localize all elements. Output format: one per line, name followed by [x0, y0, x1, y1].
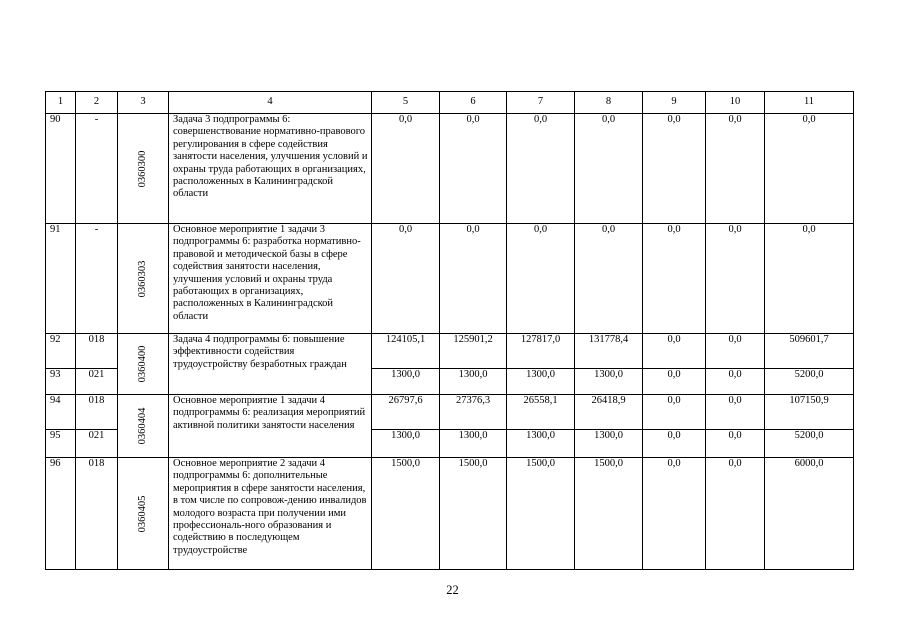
program-code: 0360404	[136, 407, 148, 445]
program-code: 0360400	[136, 345, 148, 383]
value-cell: 125901,2	[440, 334, 507, 369]
header-cell: 3	[118, 92, 169, 114]
header-cell: 7	[507, 92, 575, 114]
value-cell: 131778,4	[575, 334, 643, 369]
row-number: 92	[46, 334, 76, 369]
header-cell: 8	[575, 92, 643, 114]
program-code: 0360300	[136, 150, 148, 187]
value-cell: 0,0	[643, 334, 706, 369]
admin-code: 018	[76, 395, 118, 430]
admin-code: 018	[76, 458, 118, 570]
value-cell: 0,0	[643, 224, 706, 334]
value-cell: 26558,1	[507, 395, 575, 430]
admin-code: 018	[76, 334, 118, 369]
value-cell: 0,0	[440, 114, 507, 224]
value-cell: 0,0	[507, 224, 575, 334]
table-row	[46, 224, 854, 334]
value-cell: 0,0	[765, 114, 854, 224]
header-cell: 2	[76, 92, 118, 114]
value-cell: 5200,0	[765, 369, 854, 395]
value-cell: 27376,3	[440, 395, 507, 430]
header-cell: 5	[372, 92, 440, 114]
table-row	[46, 334, 854, 369]
page-number: 22	[446, 583, 459, 597]
value-cell: 0,0	[706, 334, 765, 369]
row-description: Задача 4 подпрограммы 6: повышение эффективности содействия трудоустройству безработных граждан	[169, 334, 372, 395]
program-code: 0360405	[136, 495, 148, 532]
admin-code: 021	[76, 430, 118, 458]
table-row	[46, 395, 854, 430]
value-cell: 0,0	[706, 430, 765, 458]
program-code: 0360303	[136, 260, 148, 297]
value-cell: 509601,7	[765, 334, 854, 369]
value-cell: 0,0	[643, 369, 706, 395]
value-cell: 1500,0	[440, 458, 507, 570]
program-code-cell	[118, 224, 169, 334]
admin-code: -	[76, 224, 118, 334]
header-cell: 9	[643, 92, 706, 114]
row-number: 90	[46, 114, 76, 224]
value-cell: 1300,0	[507, 369, 575, 395]
table-header-row	[46, 92, 854, 114]
header-cell: 1	[46, 92, 76, 114]
value-cell: 107150,9	[765, 395, 854, 430]
row-description: Основное мероприятие 1 задачи 3 подпрограммы 6: разработка нормативно-правовой и методической базы в сфере содействия занятости населения, улучшения условий и охраны труда работающих в организациях, расположенных в Калининградской области	[169, 224, 372, 334]
value-cell: 26797,6	[372, 395, 440, 430]
value-cell: 1500,0	[372, 458, 440, 570]
value-cell: 26418,9	[575, 395, 643, 430]
admin-code: 021	[76, 369, 118, 395]
row-number: 96	[46, 458, 76, 570]
row-description: Основное мероприятие 2 задачи 4 подпрограммы 6: дополнительные мероприятия в сфере занятости населения, в том числе по сопровож-дению инвалидов молодого возраста при получении ими профессиональ-ного образования и содействию в последующем трудоустройстве	[169, 458, 372, 570]
value-cell: 0,0	[706, 395, 765, 430]
row-description: Задача 3 подпрограммы 6: совершенствование нормативно-правового регулирования в сфере содействия занятости населения, улучшения условий и охраны труда работающих в организациях, расположенных в Калининградской области	[169, 114, 372, 224]
program-code-cell	[118, 395, 169, 458]
value-cell: 127817,0	[507, 334, 575, 369]
value-cell: 0,0	[706, 369, 765, 395]
value-cell: 0,0	[440, 224, 507, 334]
value-cell: 1300,0	[372, 430, 440, 458]
value-cell: 124105,1	[372, 334, 440, 369]
header-cell: 6	[440, 92, 507, 114]
row-number: 95	[46, 430, 76, 458]
row-number: 94	[46, 395, 76, 430]
value-cell: 1300,0	[372, 369, 440, 395]
value-cell: 0,0	[643, 395, 706, 430]
program-code-cell	[118, 334, 169, 395]
value-cell: 0,0	[706, 114, 765, 224]
value-cell: 0,0	[706, 458, 765, 570]
row-number: 93	[46, 369, 76, 395]
header-cell: 10	[706, 92, 765, 114]
value-cell: 0,0	[765, 224, 854, 334]
program-code-cell	[118, 458, 169, 570]
admin-code: -	[76, 114, 118, 224]
value-cell: 1300,0	[440, 430, 507, 458]
value-cell: 6000,0	[765, 458, 854, 570]
value-cell: 1300,0	[440, 369, 507, 395]
row-description: Основное мероприятие 1 задачи 4 подпрограммы 6: реализация мероприятий активной политики занятости населения	[169, 395, 372, 458]
value-cell: 1500,0	[575, 458, 643, 570]
table-row	[46, 114, 854, 224]
value-cell: 5200,0	[765, 430, 854, 458]
value-cell: 0,0	[643, 458, 706, 570]
value-cell: 1300,0	[575, 369, 643, 395]
program-code-cell	[118, 114, 169, 224]
header-cell: 11	[765, 92, 854, 114]
value-cell: 0,0	[507, 114, 575, 224]
budget-table	[45, 91, 854, 570]
row-number: 91	[46, 224, 76, 334]
value-cell: 0,0	[706, 224, 765, 334]
value-cell: 1300,0	[575, 430, 643, 458]
value-cell: 1300,0	[507, 430, 575, 458]
value-cell: 1500,0	[507, 458, 575, 570]
value-cell: 0,0	[643, 114, 706, 224]
value-cell: 0,0	[372, 224, 440, 334]
header-cell: 4	[169, 92, 372, 114]
value-cell: 0,0	[575, 114, 643, 224]
value-cell: 0,0	[643, 430, 706, 458]
value-cell: 0,0	[372, 114, 440, 224]
table-row	[46, 458, 854, 570]
value-cell: 0,0	[575, 224, 643, 334]
